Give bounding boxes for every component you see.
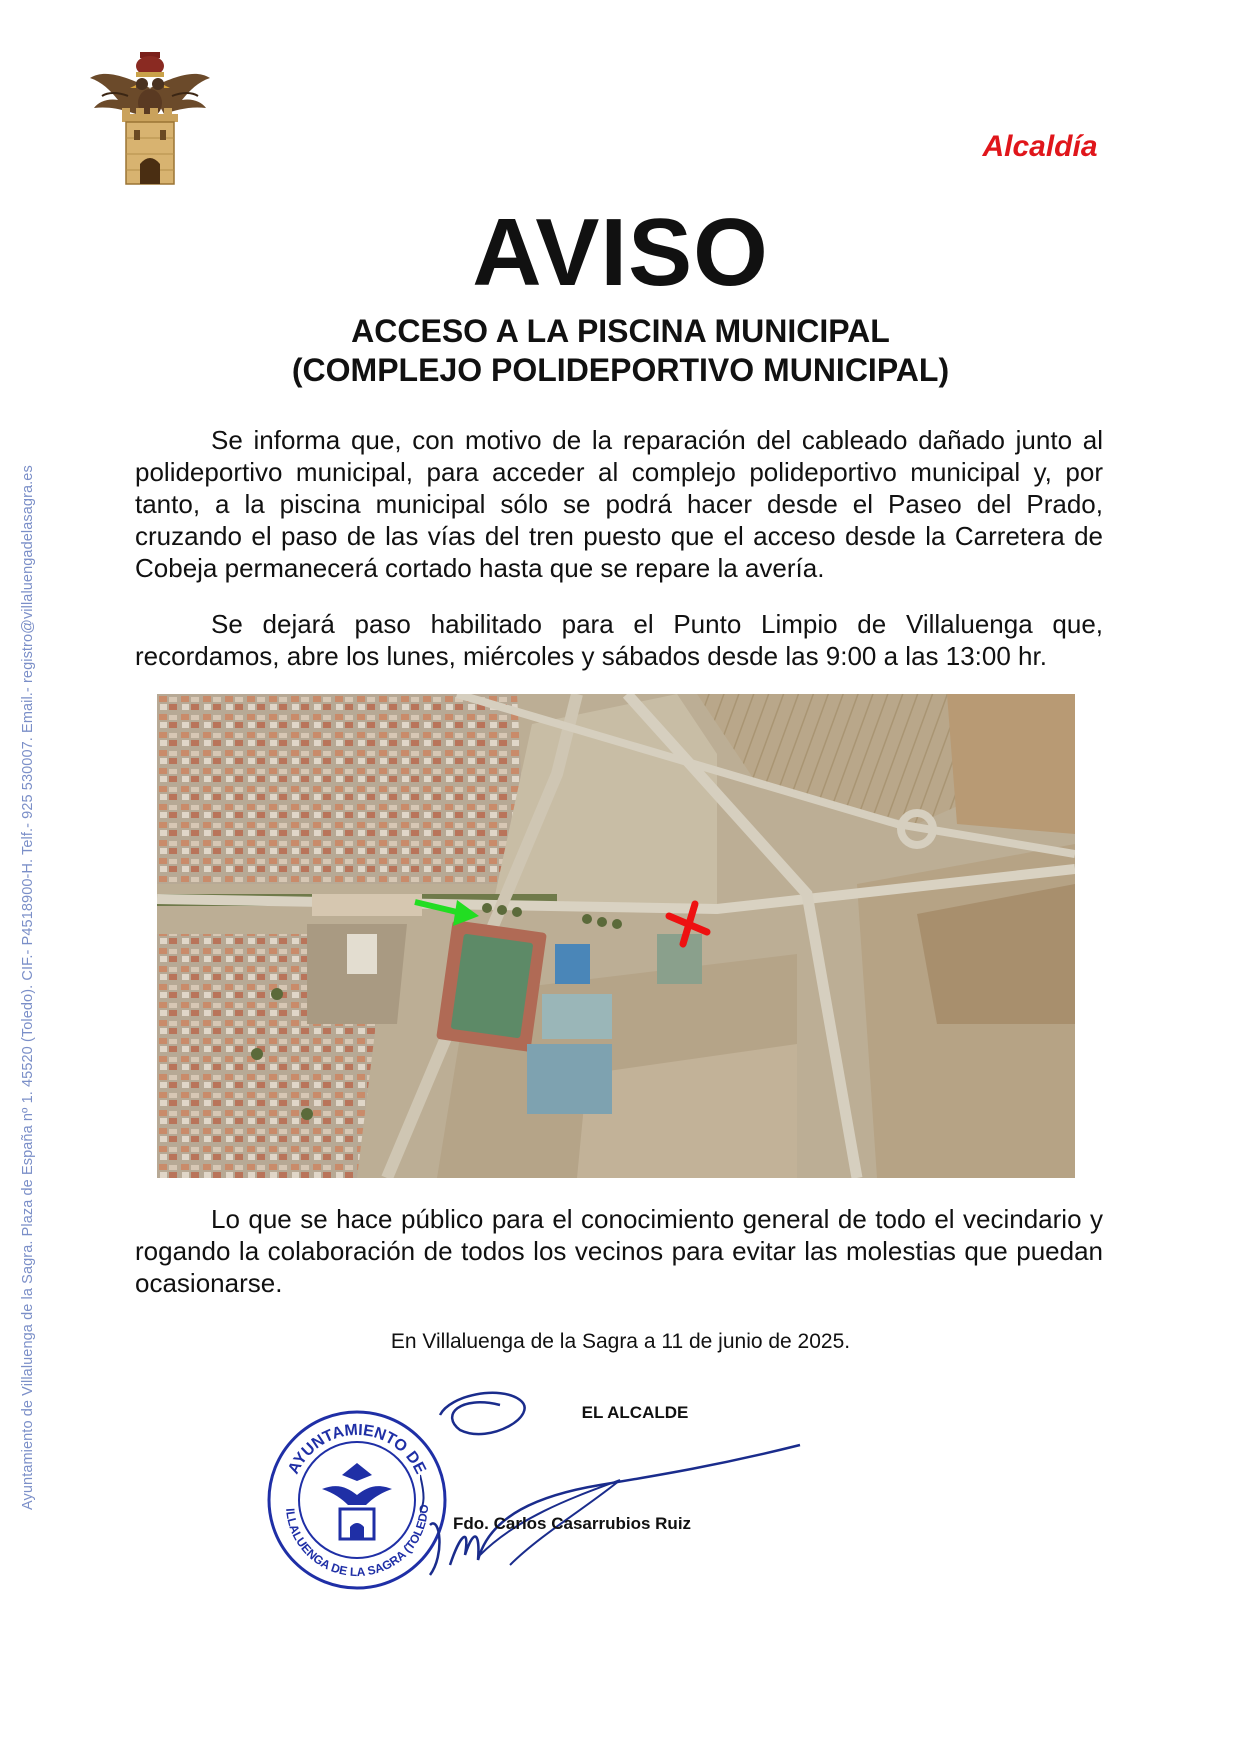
aerial-map-image [157, 694, 1075, 1178]
signatory-role: EL ALCALDE [581, 1403, 689, 1422]
svg-text:VILLALUENGA DE LA SAGRA (TOLED: ILLALUENGA DE LA SAGRA (TOLEDO [283, 1503, 432, 1580]
signatory-name: Fdo. Carlos Casarrubios Ruiz [453, 1514, 692, 1533]
svg-text:AYUNTAMIENTO DE: AYUNTAMIENTO DE [285, 1421, 429, 1477]
notice-paragraph-2: Se dejará paso habilitado para el Punto Limpio de Villaluenga que, recordamos, abre los lunes, miércoles y sábados desde las 9:00 a las 13:00 hr. [135, 609, 1103, 671]
notice-subtitle-line1: ACCESO A LA PISCINA MUNICIPAL [351, 313, 890, 349]
notice-subtitle-line2: (COMPLEJO POLIDEPORTIVO MUNICIPAL) [291, 352, 950, 388]
notice-paragraph-1: Se informa que, con motivo de la reparación del cableado dañado junto al polideportivo municipal, para acceder al complejo polideportivo municipal y, por tanto, a la piscina municipal sólo se podrá hacer desde el Paseo del Prado, cruzando el paso de las vías del tren puesto que el acceso desde la Carretera de Cobeja permanecerá cortado hasta que se repare la avería. [135, 425, 1103, 583]
castle-eagle-crest-icon [88, 48, 212, 198]
department-heading: Alcaldía [982, 130, 1098, 163]
notice-title: AVISO [472, 199, 769, 306]
municipality-contact-sidebar: Ayuntamiento de Villaluenga de la Sagra. Plaza de España nº 1. 45520 (Toledo). CIF.- P4518900-H. Telf.- 925 530007. Email.- registro@villaluengadelasagra.es [20, 465, 36, 1510]
notice-paragraph-3: Lo que se hace público para el conocimiento general de todo el vecindario y rogando la colaboración de todos los vecinos para evitar las molestias que puedan ocasionarse. [135, 1204, 1103, 1298]
date-line: En Villaluenga de la Sagra a 11 de junio de 2025. [390, 1330, 851, 1353]
